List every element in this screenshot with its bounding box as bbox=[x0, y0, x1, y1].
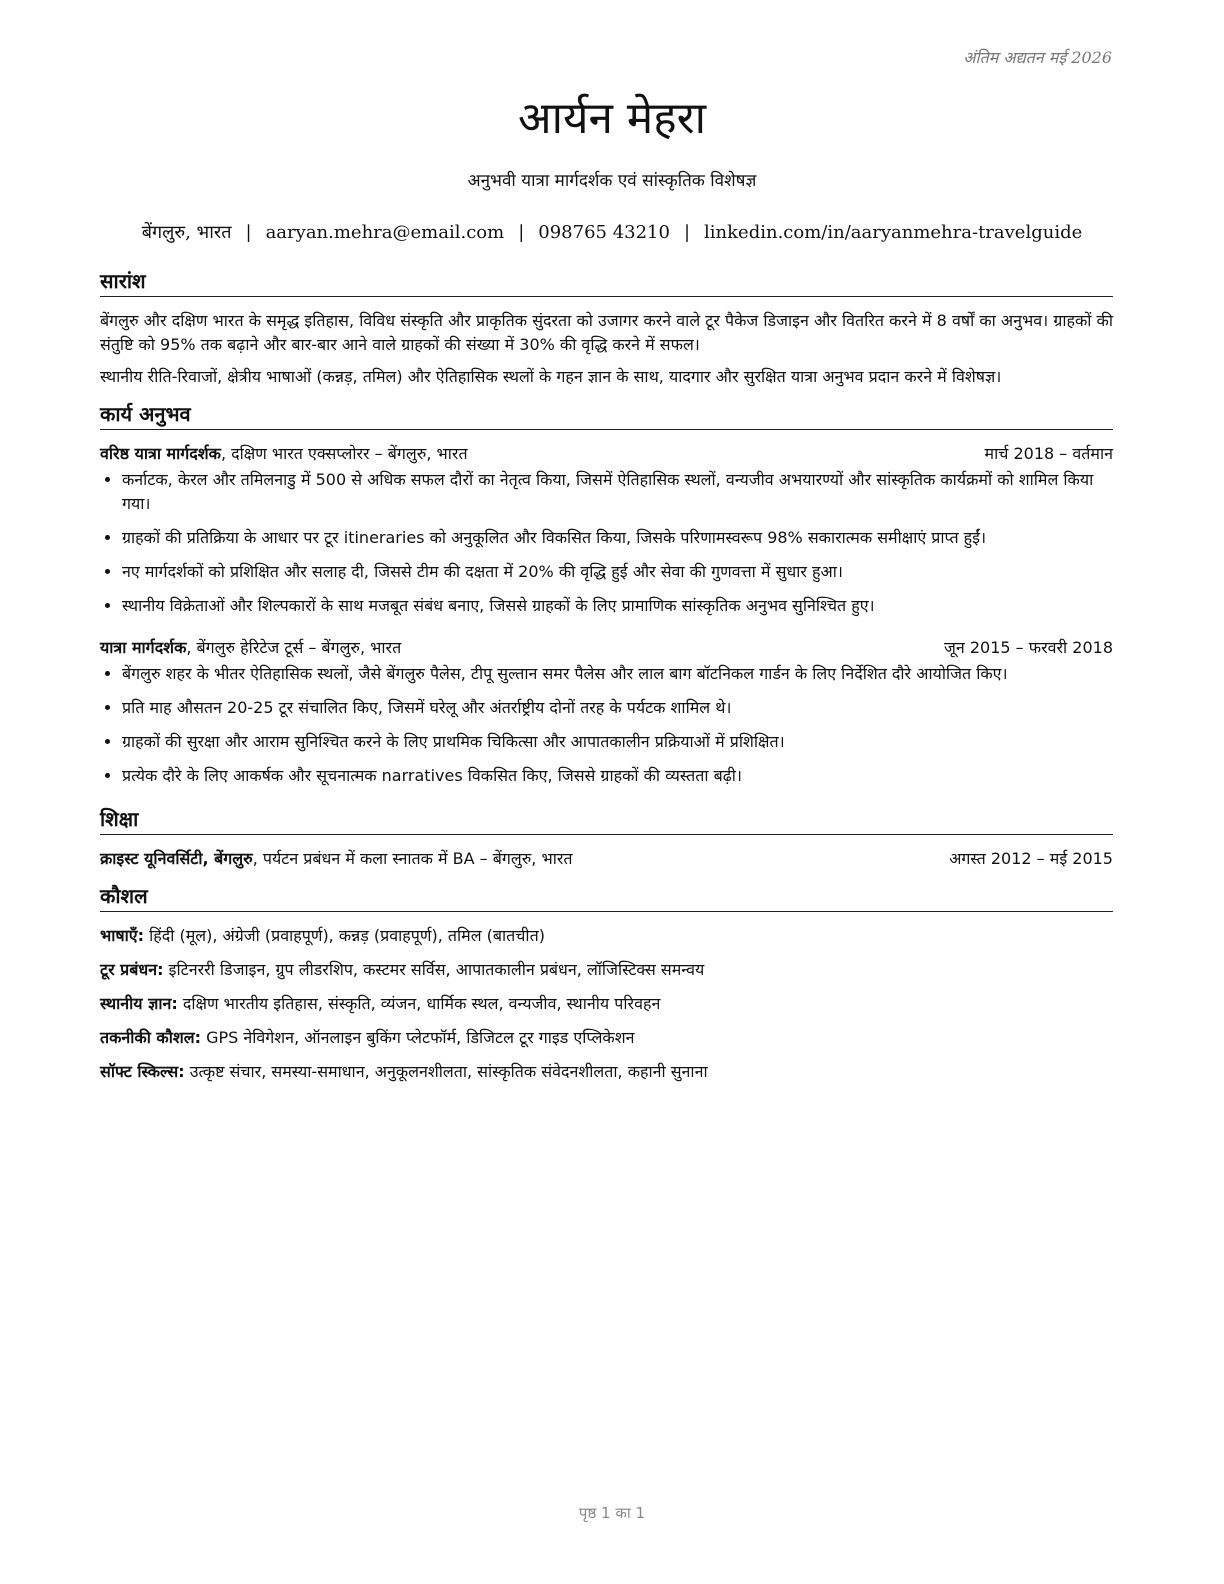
summary-paragraph: स्थानीय रीति-रिवाजों, क्षेत्रीय भाषाओं (कन्नड़, तमिल) और ऐतिहासिक स्थलों के गहन ज्ञान के साथ, यादगार और सुरक्षित यात्रा अनुभव प्रदान करने में विशेषज्ञ। bbox=[100, 367, 1002, 386]
section-title-education: शिक्षा bbox=[100, 806, 1113, 835]
bullet-item: • स्थानीय विक्रेताओं और शिल्पकारों के साथ मजबूत संबंध बनाए, जिससे ग्राहकों के लिए प्रामाणिक सांस्कृतिक अनुभव सुनिश्चित हुए। bbox=[122, 594, 1113, 618]
skill-row bbox=[100, 958, 1113, 982]
job-role: वरिष्ठ यात्रा मार्गदर्शक bbox=[100, 444, 221, 463]
education-institution: क्राइस्ट यूनिवर्सिटी, बेंगलुरु bbox=[100, 849, 253, 868]
skill-label: स्थानीय ज्ञान: bbox=[100, 994, 178, 1013]
education-section bbox=[100, 806, 1113, 871]
contact-line bbox=[0, 220, 1224, 244]
job-header bbox=[100, 636, 1113, 660]
skill-label: भाषाएँ: bbox=[100, 926, 145, 945]
job-dates: जून 2015 – फरवरी 2018 bbox=[944, 638, 1113, 657]
education-entry bbox=[100, 847, 1113, 871]
job-header bbox=[100, 442, 1113, 466]
job-dates: मार्च 2018 – वर्तमान bbox=[984, 444, 1113, 463]
skill-row bbox=[100, 992, 1113, 1016]
contact-separator: | bbox=[683, 222, 691, 243]
skill-value: हिंदी (मूल), अंग्रेजी (प्रवाहपूर्ण), कन्नड़ (प्रवाहपूर्ण), तमिल (बातचीत) bbox=[144, 926, 545, 945]
skill-row bbox=[100, 1060, 1113, 1084]
bullet-item: • प्रति माह औसतन 20-25 टूर संचालित किए, जिसमें घरेलू और अंतर्राष्ट्रीय दोनों तरह के पर्यटक शामिल थे। bbox=[122, 696, 1113, 720]
contact-linkedin[interactable]: linkedin.com/in/aaryanmehra-travelguide bbox=[704, 222, 1083, 243]
skill-label: टूर प्रबंधन: bbox=[100, 960, 164, 979]
job-heading bbox=[100, 636, 401, 660]
contact-separator: | bbox=[245, 222, 252, 243]
bullet-item: • ग्राहकों की सुरक्षा और आराम सुनिश्चित करने के लिए प्राथमिक चिकित्सा और आपातकालीन प्रक्रियाओं में प्रशिक्षित। bbox=[122, 730, 1113, 754]
skill-row bbox=[100, 1026, 1113, 1050]
contact-location: बेंगलुरु, भारत bbox=[141, 222, 232, 243]
skill-value: GPS नेविगेशन, ऑनलाइन बुकिंग प्लेटफॉर्म, डिजिटल टूर गाइड एप्लिकेशन bbox=[201, 1028, 635, 1047]
job-company: , दक्षिण भारत एक्सप्लोरर – बेंगलुरु, भारत bbox=[220, 444, 468, 463]
skill-value: इटिनररी डिजाइन, ग्रुप लीडरशिप, कस्टमर सर्विस, आपातकालीन प्रबंधन, लॉजिस्टिक्स समन्वय bbox=[163, 960, 705, 979]
experience-section bbox=[100, 401, 1113, 788]
bullet-item: • नए मार्गदर्शकों को प्रशिक्षित और सलाह दी, जिससे टीम की दक्षता में 20% की वृद्धि हुई और सेवा की गुणवत्ता में सुधार हुआ। bbox=[122, 560, 1113, 584]
skills-section bbox=[100, 883, 1113, 1084]
resume-content bbox=[100, 268, 1113, 1096]
contact-email[interactable]: aaryan.mehra@email.com bbox=[265, 222, 505, 243]
bullet-item: • कर्नाटक, केरल और तमिलनाडु में 500 से अधिक सफल दौरों का नेतृत्व किया, जिसमें ऐतिहासिक स्थलों, वन्यजीव अभयारण्यों और सांस्कृतिक कार्यक्रमों को शामिल किया गया। bbox=[122, 468, 1113, 516]
skill-row bbox=[100, 924, 1113, 948]
job-role: यात्रा मार्गदर्शक bbox=[100, 638, 187, 657]
summary-paragraph: बेंगलुरु और दक्षिण भारत के समृद्ध इतिहास, विविध संस्कृति और प्राकृतिक सुंदरता को उजागर करने वाले टूर पैकेज डिजाइन और वितरित करने में 8 वर्षों का अनुभव। ग्राहकों की संतुष्टि को 95% तक बढ़ाने और बार-बार आने वाले ग्राहकों की संख्या में 30% की वृद्धि करने में सफल। bbox=[100, 311, 1113, 354]
page-number: पृष्ठ 1 का 1 bbox=[578, 1504, 646, 1522]
section-title-experience: कार्य अनुभव bbox=[100, 401, 1113, 430]
skill-label: सॉफ्ट स्किल्स: bbox=[100, 1062, 185, 1081]
job-bullets bbox=[100, 468, 1113, 618]
education-heading bbox=[100, 847, 573, 871]
education-dates: अगस्त 2012 – मई 2015 bbox=[949, 849, 1113, 868]
job-heading bbox=[100, 442, 468, 466]
section-title-summary: सारांश bbox=[100, 268, 1113, 297]
job-entry bbox=[100, 442, 1113, 618]
skill-value: उत्कृष्ट संचार, समस्या-समाधान, अनुकूलनशीलता, सांस्कृतिक संवेदनशीलता, कहानी सुनाना bbox=[184, 1062, 708, 1081]
education-detail: , पर्यटन प्रबंधन में कला स्नातक में BA – बेंगलुरु, भारत bbox=[252, 849, 573, 868]
skill-value: दक्षिण भारतीय इतिहास, संस्कृति, व्यंजन, धार्मिक स्थल, वन्यजीव, स्थानीय परिवहन bbox=[177, 994, 661, 1013]
bullet-item: • प्रत्येक दौरे के लिए आकर्षक और सूचनात्मक narratives विकसित किए, जिससे ग्राहकों की व्यस्तता बढ़ी। bbox=[122, 764, 1113, 788]
bullet-item: • ग्राहकों की प्रतिक्रिया के आधार पर टूर itineraries को अनुकूलित और विकसित किया, जिसके परिणामस्वरूप 98% सकारात्मक समीक्षाएं प्राप्त हुईं। bbox=[122, 526, 1113, 550]
contact-phone: 098765 43210 bbox=[538, 222, 670, 243]
skill-label: तकनीकी कौशल: bbox=[100, 1028, 201, 1047]
candidate-name: आर्यन मेहरा bbox=[518, 93, 706, 144]
job-company: , बेंगलुरु हेरिटेज टूर्स – बेंगलुरु, भारत bbox=[186, 638, 402, 657]
bullet-item: • बेंगलुरु शहर के भीतर ऐतिहासिक स्थलों, जैसे बेंगलुरु पैलेस, टीपू सुल्तान समर पैलेस और लाल बाग बॉटनिकल गार्डन के लिए निर्देशित दौरे आयोजित किए। bbox=[122, 662, 1113, 686]
last-updated: अंतिम अद्यतन मई 2026 bbox=[963, 48, 1112, 67]
summary-section bbox=[100, 268, 1113, 389]
job-entry bbox=[100, 636, 1113, 788]
section-title-skills: कौशल bbox=[100, 883, 1113, 912]
job-bullets bbox=[100, 662, 1113, 788]
contact-separator: | bbox=[518, 222, 525, 243]
tagline: अनुभवी यात्रा मार्गदर्शक एवं सांस्कृतिक विशेषज्ञ bbox=[467, 171, 757, 191]
